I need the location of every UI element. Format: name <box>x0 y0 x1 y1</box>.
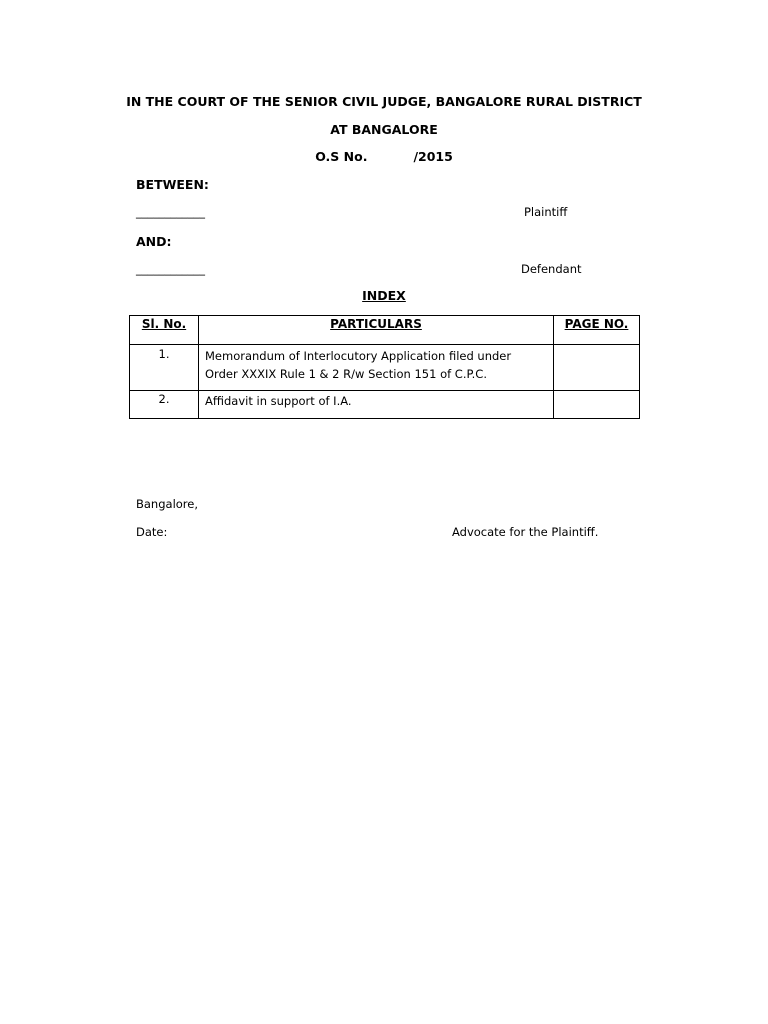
index-heading: INDEX <box>362 288 406 303</box>
table-header-row <box>130 316 640 345</box>
advocate-signatory: Advocate for the Plaintiff. <box>452 525 599 539</box>
plaintiff-name-blank: ____________ <box>136 205 205 219</box>
plaintiff-role-label: Plaintiff <box>524 205 568 219</box>
signing-place: Bangalore, <box>136 497 199 511</box>
between-label: BETWEEN: <box>136 177 209 192</box>
row-page-no <box>554 391 640 419</box>
suit-prefix: O.S No. <box>315 149 368 164</box>
column-header-page-no: PAGE NO. <box>554 316 640 345</box>
defendant-name-blank: ____________ <box>136 262 205 276</box>
column-header-sl-no: Sl. No. <box>130 316 199 345</box>
row-particulars: Affidavit in support of I.A. <box>199 391 554 419</box>
defendant-role-label: Defendant <box>521 262 582 276</box>
court-place: AT BANGALORE <box>330 122 438 137</box>
table-row <box>130 391 640 419</box>
table-row <box>130 345 640 391</box>
row-particulars: Memorandum of Interlocutory Application filed under Order XXXIX Rule 1 & 2 R/w Section 151 of C.P.C. <box>199 345 554 391</box>
and-label: AND: <box>136 234 172 249</box>
row-page-no <box>554 345 640 391</box>
suit-year: /2015 <box>413 149 453 164</box>
date-label: Date: <box>136 525 168 539</box>
court-title: IN THE COURT OF THE SENIOR CIVIL JUDGE, BANGALORE RURAL DISTRICT <box>126 94 642 109</box>
index-table <box>129 315 640 419</box>
suit-number <box>0 149 768 164</box>
row-sl-no: 2. <box>130 391 199 419</box>
column-header-particulars: PARTICULARS <box>199 316 554 345</box>
row-sl-no: 1. <box>130 345 199 391</box>
